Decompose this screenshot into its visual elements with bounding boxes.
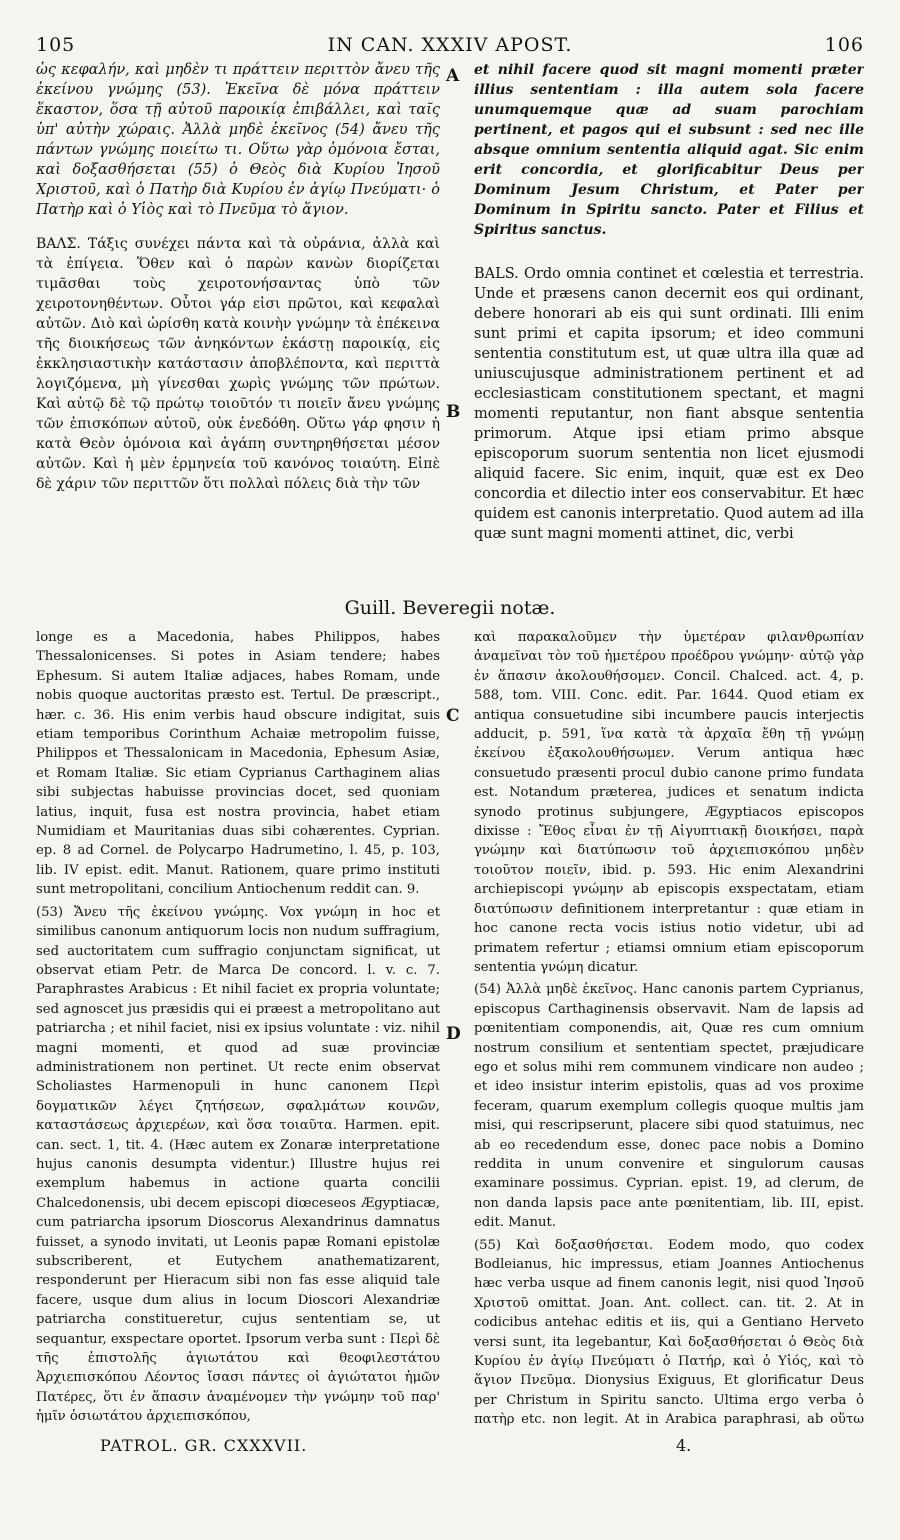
notes-section [36,628,864,1428]
footer-signature: 4. [676,1436,692,1455]
running-title: IN CAN. XXXIV APOST. [327,34,573,56]
canon-greek-text: ὡς κεφαλήν, καὶ μηδὲν τι πράττειν περιττὸν ἄνευ τῆς ἐκείνου γνώμης (53). Ἐκεῖνα δὲ μόνα πράττειν ἕκαστον, ὅσα τῇ αὐτοῦ παροικίᾳ ἐπιβάλλει, καὶ ταῖς ὑπ' αὐτὴν χώραις. Ἀλλὰ μηδὲ ἐκεῖνος (54) ἄνευ τῆς πάντων γνώμης ποιείτω τι. Οὕτω γὰρ ὁμόνοια ἔσται, καὶ δοξασθήσεται (55) ὁ Θεὸς διὰ Κυρίου Ἰησοῦ Χριστοῦ, καὶ ὁ Πατὴρ διὰ Κυρίου ἐν ἁγίῳ Πνεύματι· ὁ Πατὴρ καὶ ὁ Υἱὸς καὶ τὸ Πνεῦμα τὸ ἅγιον. [36,62,440,218]
running-head [36,30,864,56]
notes-heading: Guill. Beveregii notæ. [344,597,556,619]
margin-marker-b: B [446,402,461,422]
balsamon-greek-commentary: ΒΑΛΣ. Τάξις συνέχει πάντα καὶ τὰ οὐράνια, ἀλλὰ καὶ τὰ ἐπίγεια. Ὅθεν καὶ ὁ παρὼν κανὼν διορίζεται τιμᾶσθαι τοὺς χειροτονήσαντας ὑπὸ τῶν χειροτονηθέντων. Οὗτοι γάρ εἰσι πρῶτοι, καὶ κεφαλαὶ αὐτῶν. Διὸ καὶ ὡρίσθη κατὰ κοινὴν γνώμην τὰ ἐπέκεινα τῆς διοικήσεως τῶν ἀνηκόντων ἑκάστῃ παροικίᾳ, εἰς ἐκκλησιαστικὴν κατάστασιν ἀποβλέποντα, καὶ περιττὰ λογιζόμενα, μὴ γίνεσθαι χωρὶς γνώμης τῶν πρώτων. Καὶ αὐτῷ δὲ τῷ πρώτῳ τοιοῦτόν τι ποιεῖν ἄνευ γνώμης τῶν ἐπισκόπων αὐτοῦ, οὐκ ἐνεδόθη. Οὕτω γάρ φησιν ἡ κατὰ Θεὸν ὁμόνοια καὶ ἀγάπη συντηρηθήσεται μέσον αὐτῶν. Καὶ ἡ μὲν ἑρμηνεία τοῦ κανόνος τοιαύτη. Εἰπὲ δὲ χάριν τῶν περιττῶν ὅτι πολλαὶ πόλεις διὰ τὴν τῶν [36,236,440,492]
margin-marker-c: C [446,706,460,726]
margin-marker-d: D [446,1024,461,1044]
page-number-left: 105 [36,34,76,56]
note-paragraph: (54) Ἀλλὰ μηδὲ ἐκεῖνος. Hanc canonis partem Cyprianus, episcopus Carthaginensis observavit. Nam de lapsis ad pœnitentiam componendis, ait, Quæ res cum omnium nostrum consilium et sententiam spectet, præjudicare ego et solus mihi rem communem vindicare non audeo ; et ideo insistur interim epistolis, quas ad vos proxime feceram, quarum exemplum collegis quoque multis jam misi, qui rescripserunt, placere sibi quod statuimus, nec ab eo recedendum esse, donec pace nobis a Domino reddita in unum convenire et singulorum causas examinare possimus. Cyprian. epist. 19, ad clerum, de non danda lapsis pace ante pœnitentiam, lib. III, epist. edit. Manut. [474,982,864,1231]
greek-column [36,60,440,594]
page-footer [36,1436,864,1460]
canon-latin-text: et nihil facere quod sit magni momenti præter illius sententiam : illa autem sola facere unumquemque quæ ad suam parochiam pertinent, et pagos qui ei subsunt : sed nec ille absque omnium sententia aliquid agat. Sic enim erit concordia, et glorificabitur Deus per Dominum Jesum Christum, et Pater per Dominum in Spiritu sancto. Pater et Filius et Spiritus sanctus. [474,62,864,238]
note-paragraph: (55) Καὶ δοξασθήσεται. Eodem modo, quo codex Bodleianus, hic impressus, etiam Joannes Antiochenus hæc verba usque ad finem canonis legit, nisi quod Ἰησοῦ Χριστοῦ omittat. Joan. Ant. collect. can. tit. 2. At in codicibus antehac editis et iis, qui a Gentiano Herveto versi sunt, ita legebantur, Καὶ δοξασθήσεται ὁ Θεὸς διὰ Κυρίου ἐν ἁγίῳ Πνεύματι ὁ Πατήρ, καὶ ὁ Υἱός, καὶ τὸ ἅγιον Πνεῦμα. Dionysius Exiguus, Et glorificatur Deus per Christum in Spiritu sancto. Ultima ergo verba ὁ πατὴρ etc. non legit. At in Arabica paraphrasi, ab οὕτω [474,1237,864,1428]
balsamon-latin-commentary: BALS. Ordo omnia continet et cœlestia et terrestria. Unde et præsens canon decernit eos qui ordinant, debere honorari ab eis qui sunt ordinati. Illi enim sunt primi et capita ipsorum; et ideo communi sententia constitutum est, ut quæ ultra illa quæ ad uniuscujusque administrationem pertinent et ad ecclesiasticam constitutionem spectant, et magni momenti reputantur, non fiant absque sententia primorum. Atque ipsi etiam primo absque episcoporum suorum sententia non licet ejusmodi aliquid facere. Sic enim, inquit, quæ est ex Deo concordia et dilectio inter eos conservabitur. Et hæc quidem est canonis interpretatio. Quod autem ad illa quæ sunt magni momenti attinet, dic, verbi [474,266,864,542]
notes-left-column [36,628,440,1428]
note-paragraph: (53) Ἄνευ τῆς ἐκείνου γνώμης. Vox γνώμη in hoc et similibus canonum antiquorum locis non nudum suffragium, sed auctoritatem cum suffragio conjunctam significat, ut observat etiam Petr. de Marca De concord. l. v. c. 7. Paraphrastes Arabicus : Et nihil faciet ex propria voluntate; sed agnoscet jus præsidis qui ei præest a metropolitano aut patriarcha ; et nihil faciet, nisi ex ipsius voluntate : viz. nihil magni momenti, et quod ad suæ provinciæ administrationem non pertinet. Ut recte enim observat Scholiastes Harmenopuli in hunc canonem Περὶ δογματικῶν λέγει ζητήσεων, σφαλμάτων κοινῶν, καταστάσεως ἀρχιερέων, καὶ ὅσα τοιαῦτα. Harmen. epit. can. sect. 1, tit. 4. (Hæc autem ex Zonaræ interpretatione hujus canonis desumpta videntur.) Illustre hujus rei exemplum habemus in actione quarta concilii Chalcedonensis, ubi decem episcopi diœceseos Ægyptiacæ, cum patriarcha ipsorum Dioscorus Alexandrinus damnatus fuisset, a synodo invitati, ut Leonis papæ Romani epistolæ subscriberent, et Eutychem anathematizarent, responderunt per Hieracum sibi non fas esse aliquid tale facere, usque dum alius in locum Dioscori Alexandriæ patriarcha constitueretur, cujus sententiam se, ut sequantur, exspectare oportet. Ipsorum verba sunt : Περὶ δὲ τῆς ἐπιστολῆς ἁγιωτάτου καὶ θεοφιλεστάτου Ἀρχιεπισκόπου Λέοντος ἴσασι πάντες οἱ ἁγιώτατοι ἡμῶν Πατέρες, ὅτι ἐν ἅπασιν ἀναμένομεν τὴν γνώμην τοῦ παρ' ἡμῖν ὁσιωτάτου ἀρχιεπισκόπου, [36,904,440,1425]
notes-right-column [474,628,864,1428]
note-paragraph: καὶ παρακαλοῦμεν τὴν ὑμετέραν φιλανθρωπίαν ἀναμεῖναι τὸν τοῦ ἡμετέρου προέδρου γνώμην· αὐτῷ γὰρ ἐν ἅπασιν ἀκολουθήσομεν. Concil. Chalced. act. 4, p. 588, tom. VIII. Conc. edit. Par. 1644. Quod etiam ex antiqua consuetudine sibi incumbere paucis interjectis adducit, p. 591, ἵνα κατὰ τὰ ἀρχαῖα ἔθη τῇ γνώμῃ ἐκείνου ἐξακολουθήσωμεν. Verum antiqua hæc consuetudo præsenti procul dubio canone primo fundata est. Notandum præterea, judices et senatum indicta synodo protinus subjungere, Ægyptiacos episcopos dixisse : Ἔθος εἶναι ἐν τῇ Αἰγυπτιακῇ διοικήσει, παρὰ γνώμην καὶ διατύπωσιν τοῦ ἀρχιεπισκόπου μηδὲν τοιοῦτον ποιεῖν, ibid. p. 593. Hic enim Alexandrini archiepiscopi γνώμην ab episcopis exspectatam, etiam διατύπωσιν definitionem interpretantur : quæ etiam in hoc canone recta vocis istius notio videtur, ubi ad primatem refertur ; etiamsi omnium etiam episcoporum sententia γνώμη dicatur. [474,630,864,975]
note-paragraph: longe es a Macedonia, habes Philippos, habes Thessalonicenses. Si potes in Asiam tendere; habes Ephesum. Si autem Italiæ adjaces, habes Romam, unde nobis quoque auctoritas præsto est. Tertul. De præscript., hær. c. 36. His enim verbis haud obscure indigitat, suis etiam temporibus Corinthum Achaiæ metropolim fuisse, Philippos et Thessalonicam in Macedonia, Ephesum Asiæ, et Romam Italiæ. Sic etiam Cyprianus Carthaginem alias sibi subjectas habuisse provincias docet, sed quoniam latius, inquit, fusa est nostra provincia, habet etiam Numidiam et Mauritanias duas sibi cohærentes. Cyprian. ep. 8 ad Cornel. de Polycarpo Hadrumetino, l. 45, p. 103, lib. IV epist. edit. Manut. Rationem, quare primo instituti sunt metropolitani, concilium Antiochenum reddit can. 9. [36,630,440,898]
text-section [36,60,864,594]
margin-marker-a: A [446,66,460,86]
footer-volume: PATROL. GR. CXXXVII. [100,1436,308,1455]
page-number-right: 106 [824,34,864,56]
latin-column [474,60,864,594]
